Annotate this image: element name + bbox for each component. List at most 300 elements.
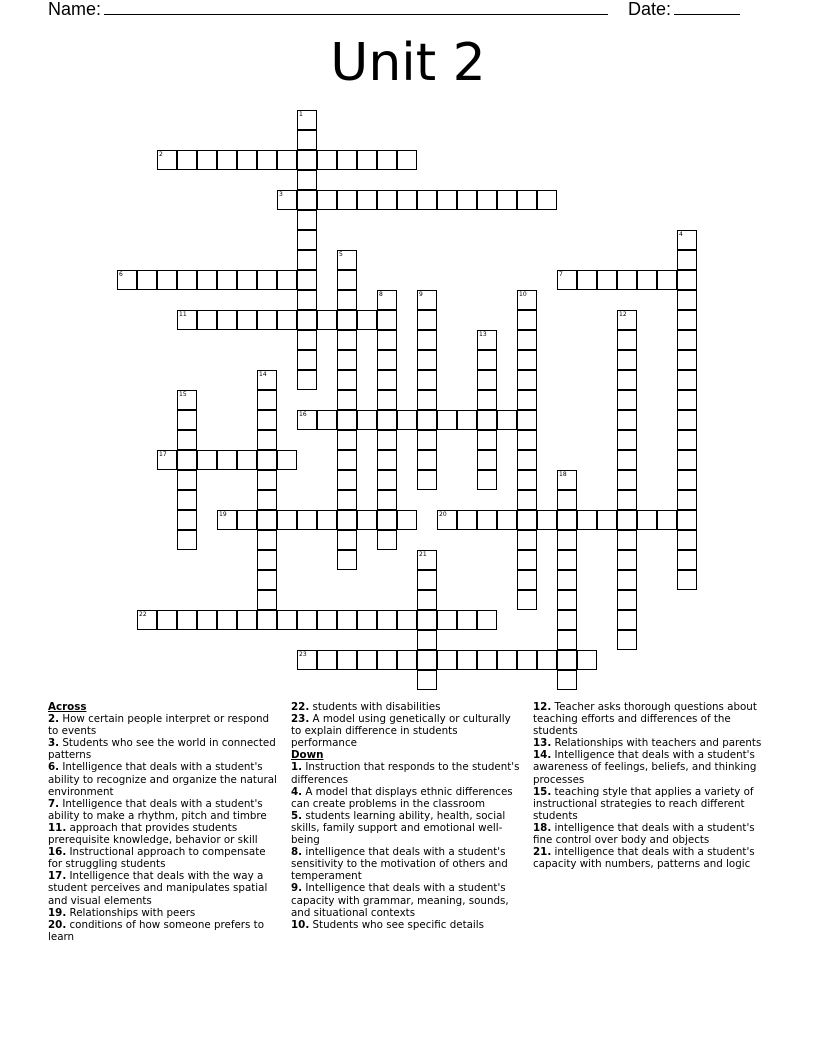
grid-cell[interactable] [557, 650, 577, 670]
grid-cell[interactable] [477, 330, 497, 350]
grid-cell[interactable] [357, 410, 377, 430]
grid-cell[interactable] [397, 150, 417, 170]
grid-cell[interactable] [397, 610, 417, 630]
grid-cell[interactable] [377, 190, 397, 210]
clue-text: Students who see the world in connected patterns [48, 737, 276, 762]
grid-cell[interactable] [677, 390, 697, 410]
grid-cell[interactable] [337, 410, 357, 430]
grid-cell[interactable] [557, 490, 577, 510]
grid-cell[interactable] [377, 410, 397, 430]
clue-down [533, 786, 769, 822]
grid-cell[interactable] [297, 290, 317, 310]
grid-cell[interactable] [417, 310, 437, 330]
grid-cell[interactable] [137, 610, 157, 630]
grid-cell[interactable] [217, 450, 237, 470]
grid-cell[interactable] [677, 510, 697, 530]
grid-cell[interactable] [457, 410, 477, 430]
clue-number: 16. [48, 846, 67, 859]
clue-text: intelligence that deals with a student's fine control over body and objects [533, 821, 755, 847]
grid-cell[interactable] [157, 450, 177, 470]
clue-text: How certain people interpret or respond to events [48, 713, 270, 738]
grid-cell[interactable] [557, 670, 577, 690]
grid-cell[interactable] [477, 650, 497, 670]
clue-text: Teacher asks thorough questions about teaching efforts and differences of the students [533, 701, 757, 738]
grid-cell[interactable] [417, 650, 437, 670]
grid-cell[interactable] [237, 610, 257, 630]
grid-cell[interactable] [297, 170, 317, 190]
clue-text: Intelligence that deals with a student's awareness of feelings, beliefs, and thinking processes [533, 749, 757, 786]
clues-column-3 [533, 701, 769, 870]
grid-cell[interactable] [257, 530, 277, 550]
grid-cell[interactable] [617, 550, 637, 570]
grid-cell[interactable] [677, 570, 697, 590]
grid-cell[interactable] [337, 550, 357, 570]
grid-cell[interactable] [117, 270, 137, 290]
grid-cell[interactable] [417, 410, 437, 430]
grid-cell[interactable] [317, 510, 337, 530]
grid-cell[interactable] [337, 390, 357, 410]
grid-cell[interactable] [477, 450, 497, 470]
grid-cell[interactable] [557, 570, 577, 590]
grid-cell[interactable] [337, 610, 357, 630]
grid-cell[interactable] [317, 410, 337, 430]
grid-cell[interactable] [257, 610, 277, 630]
grid-cell[interactable] [677, 330, 697, 350]
grid-cell[interactable] [397, 410, 417, 430]
grid-cell[interactable] [237, 450, 257, 470]
grid-cell[interactable] [497, 190, 517, 210]
grid-cell[interactable] [677, 430, 697, 450]
grid-cell[interactable] [477, 470, 497, 490]
clue-number: 20. [48, 918, 67, 931]
grid-cell[interactable] [577, 510, 597, 530]
grid-cell[interactable] [297, 250, 317, 270]
grid-cell[interactable] [517, 550, 537, 570]
clue-across [48, 919, 278, 943]
grid-cell[interactable] [357, 310, 377, 330]
clue-number: 13. [533, 737, 552, 750]
clue-number: 21. [533, 846, 552, 859]
grid-cell[interactable] [517, 650, 537, 670]
grid-cell[interactable] [477, 190, 497, 210]
grid-cell[interactable] [617, 450, 637, 470]
grid-cell[interactable] [257, 570, 277, 590]
grid-cell[interactable] [237, 310, 257, 330]
grid-cell[interactable] [557, 630, 577, 650]
grid-cell[interactable] [297, 410, 317, 430]
grid-cell[interactable] [417, 450, 437, 470]
grid-cell[interactable] [457, 510, 477, 530]
grid-cell[interactable] [277, 150, 297, 170]
grid-cell[interactable] [417, 590, 437, 610]
grid-cell[interactable] [377, 610, 397, 630]
grid-cell[interactable] [237, 270, 257, 290]
grid-cell[interactable] [677, 450, 697, 470]
grid-cell[interactable] [657, 270, 677, 290]
grid-cell[interactable] [297, 350, 317, 370]
grid-cell[interactable] [557, 530, 577, 550]
grid-cell[interactable] [257, 150, 277, 170]
grid-cell[interactable] [297, 230, 317, 250]
clue-text: intelligence that deals with a student's sensitivity to the motivation of others and temperament [291, 846, 508, 883]
date-label: Date: [628, 0, 672, 19]
grid-cell[interactable] [617, 350, 637, 370]
grid-cell[interactable] [177, 410, 197, 430]
grid-cell[interactable] [397, 510, 417, 530]
grid-cell[interactable] [677, 310, 697, 330]
grid-cell[interactable] [157, 150, 177, 170]
grid-cell[interactable] [617, 610, 637, 630]
clue-number-17: 17 [159, 451, 167, 458]
grid-cell[interactable] [457, 190, 477, 210]
grid-cell[interactable] [337, 310, 357, 330]
grid-cell[interactable] [257, 490, 277, 510]
clue-number: 1. [291, 761, 303, 774]
grid-cell[interactable] [597, 510, 617, 530]
clue-number: 12. [533, 701, 552, 713]
clue-down [533, 749, 769, 785]
grid-cell[interactable] [517, 590, 537, 610]
grid-cell[interactable] [297, 610, 317, 630]
grid-cell[interactable] [617, 370, 637, 390]
grid-cell[interactable] [277, 310, 297, 330]
grid-cell[interactable] [517, 390, 537, 410]
grid-cell[interactable] [337, 270, 357, 290]
grid-cell[interactable] [377, 290, 397, 310]
grid-cell[interactable] [497, 510, 517, 530]
grid-cell[interactable] [677, 230, 697, 250]
clue-text: A model that displays ethnic differences can create problems in the classroom [291, 785, 513, 810]
grid-cell[interactable] [417, 430, 437, 450]
grid-cell[interactable] [677, 250, 697, 270]
grid-cell[interactable] [257, 510, 277, 530]
grid-cell[interactable] [257, 370, 277, 390]
grid-cell[interactable] [537, 510, 557, 530]
grid-cell[interactable] [297, 130, 317, 150]
grid-cell[interactable] [217, 310, 237, 330]
clue-number: 2. [48, 713, 60, 726]
grid-cell[interactable] [637, 510, 657, 530]
grid-cell[interactable] [377, 370, 397, 390]
grid-cell[interactable] [677, 350, 697, 370]
grid-cell[interactable] [477, 430, 497, 450]
grid-cell[interactable] [677, 550, 697, 570]
grid-cell[interactable] [377, 650, 397, 670]
grid-cell[interactable] [417, 550, 437, 570]
grid-cell[interactable] [177, 450, 197, 470]
grid-cell[interactable] [177, 310, 197, 330]
grid-cell[interactable] [377, 350, 397, 370]
grid-cell[interactable] [337, 510, 357, 530]
grid-cell[interactable] [337, 350, 357, 370]
grid-cell[interactable] [457, 610, 477, 630]
grid-cell[interactable] [677, 490, 697, 510]
grid-cell[interactable] [657, 510, 677, 530]
grid-cell[interactable] [377, 450, 397, 470]
grid-cell[interactable] [517, 570, 537, 590]
grid-cell[interactable] [517, 410, 537, 430]
grid-cell[interactable] [457, 650, 477, 670]
grid-cell[interactable] [157, 270, 177, 290]
grid-cell[interactable] [377, 490, 397, 510]
grid-cell[interactable] [417, 290, 437, 310]
grid-cell[interactable] [257, 450, 277, 470]
grid-cell[interactable] [417, 630, 437, 650]
clue-number: 14. [533, 749, 552, 762]
grid-cell[interactable] [417, 390, 437, 410]
grid-cell[interactable] [437, 610, 457, 630]
grid-cell[interactable] [417, 350, 437, 370]
grid-cell[interactable] [377, 430, 397, 450]
grid-cell[interactable] [297, 510, 317, 530]
grid-cell[interactable] [337, 530, 357, 550]
grid-cell[interactable] [517, 310, 537, 330]
grid-cell[interactable] [197, 150, 217, 170]
grid-cell[interactable] [257, 310, 277, 330]
grid-cell[interactable] [437, 650, 457, 670]
grid-cell[interactable] [677, 470, 697, 490]
grid-cell[interactable] [617, 530, 637, 550]
grid-cell[interactable] [177, 430, 197, 450]
grid-cell[interactable] [637, 270, 657, 290]
grid-cell[interactable] [377, 310, 397, 330]
grid-cell[interactable] [677, 270, 697, 290]
grid-cell[interactable] [277, 450, 297, 470]
grid-cell[interactable] [217, 270, 237, 290]
clue-down [291, 786, 523, 810]
grid-cell[interactable] [337, 370, 357, 390]
grid-cell[interactable] [557, 510, 577, 530]
grid-cell[interactable] [277, 610, 297, 630]
grid-cell[interactable] [157, 610, 177, 630]
grid-cell[interactable] [277, 190, 297, 210]
grid-cell[interactable] [297, 210, 317, 230]
grid-cell[interactable] [297, 370, 317, 390]
grid-cell[interactable] [177, 610, 197, 630]
grid-cell[interactable] [477, 510, 497, 530]
grid-cell[interactable] [197, 610, 217, 630]
grid-cell[interactable] [237, 150, 257, 170]
grid-cell[interactable] [557, 550, 577, 570]
grid-cell[interactable] [517, 290, 537, 310]
grid-cell[interactable] [357, 150, 377, 170]
grid-cell[interactable] [297, 190, 317, 210]
grid-cell[interactable] [217, 150, 237, 170]
grid-cell[interactable] [257, 410, 277, 430]
grid-cell[interactable] [617, 410, 637, 430]
grid-cell[interactable] [537, 190, 557, 210]
grid-cell[interactable] [437, 410, 457, 430]
grid-cell[interactable] [617, 510, 637, 530]
grid-cell[interactable] [317, 190, 337, 210]
grid-cell[interactable] [377, 510, 397, 530]
clue-across [48, 846, 278, 870]
grid-cell[interactable] [297, 270, 317, 290]
clue-number: 4. [291, 785, 303, 798]
grid-cell[interactable] [337, 250, 357, 270]
grid-cell[interactable] [257, 270, 277, 290]
grid-cell[interactable] [317, 650, 337, 670]
grid-cell[interactable] [597, 270, 617, 290]
grid-cell[interactable] [417, 670, 437, 690]
grid-cell[interactable] [177, 530, 197, 550]
clue-text: Students who see specific details [309, 918, 485, 931]
grid-cell[interactable] [617, 330, 637, 350]
grid-cell[interactable] [557, 470, 577, 490]
grid-cell[interactable] [257, 550, 277, 570]
grid-cell[interactable] [517, 490, 537, 510]
clue-text: A model using genetically or culturally to explain difference in students performance [291, 713, 511, 750]
grid-cell[interactable] [417, 370, 437, 390]
grid-cell[interactable] [317, 310, 337, 330]
grid-cell[interactable] [377, 470, 397, 490]
grid-cell[interactable] [437, 510, 457, 530]
grid-cell[interactable] [257, 390, 277, 410]
grid-cell[interactable] [177, 510, 197, 530]
grid-cell[interactable] [497, 650, 517, 670]
grid-cell[interactable] [337, 490, 357, 510]
grid-cell[interactable] [477, 350, 497, 370]
grid-cell[interactable] [617, 390, 637, 410]
grid-cell[interactable] [217, 610, 237, 630]
grid-cell[interactable] [197, 450, 217, 470]
grid-cell[interactable] [517, 450, 537, 470]
grid-cell[interactable] [557, 590, 577, 610]
grid-cell[interactable] [357, 610, 377, 630]
grid-cell[interactable] [317, 150, 337, 170]
grid-cell[interactable] [557, 270, 577, 290]
grid-cell[interactable] [617, 590, 637, 610]
grid-cell[interactable] [357, 650, 377, 670]
grid-cell[interactable] [337, 290, 357, 310]
grid-cell[interactable] [377, 390, 397, 410]
grid-cell[interactable] [297, 330, 317, 350]
grid-cell[interactable] [297, 110, 317, 130]
grid-cell[interactable] [537, 650, 557, 670]
grid-cell[interactable] [677, 290, 697, 310]
clue-down [291, 846, 523, 882]
grid-cell[interactable] [377, 150, 397, 170]
grid-cell[interactable] [177, 470, 197, 490]
clue-across [48, 713, 278, 737]
clue-number: 7. [48, 797, 60, 810]
grid-cell[interactable] [517, 330, 537, 350]
clue-number-23: 23 [299, 651, 307, 658]
grid-cell[interactable] [317, 610, 337, 630]
grid-cell[interactable] [417, 570, 437, 590]
grid-cell[interactable] [337, 470, 357, 490]
grid-cell[interactable] [177, 270, 197, 290]
grid-cell[interactable] [417, 470, 437, 490]
grid-cell[interactable] [377, 330, 397, 350]
grid-cell[interactable] [417, 190, 437, 210]
grid-cell[interactable] [517, 470, 537, 490]
grid-cell[interactable] [357, 190, 377, 210]
grid-cell[interactable] [677, 410, 697, 430]
grid-cell[interactable] [437, 190, 457, 210]
grid-cell[interactable] [337, 150, 357, 170]
grid-cell[interactable] [677, 530, 697, 550]
grid-cell[interactable] [417, 330, 437, 350]
grid-cell[interactable] [257, 590, 277, 610]
grid-cell[interactable] [257, 470, 277, 490]
grid-cell[interactable] [337, 650, 357, 670]
grid-cell[interactable] [257, 430, 277, 450]
grid-cell[interactable] [617, 270, 637, 290]
grid-cell[interactable] [617, 490, 637, 510]
clue-number: 3. [48, 737, 60, 750]
clue-number: 17. [48, 870, 67, 883]
grid-cell[interactable] [617, 310, 637, 330]
grid-cell[interactable] [477, 370, 497, 390]
grid-cell[interactable] [337, 190, 357, 210]
clue-number-3: 3 [279, 191, 283, 198]
grid-cell[interactable] [237, 510, 257, 530]
grid-cell[interactable] [217, 510, 237, 530]
grid-cell[interactable] [197, 310, 217, 330]
grid-cell[interactable] [517, 190, 537, 210]
grid-cell[interactable] [277, 270, 297, 290]
grid-cell[interactable] [517, 350, 537, 370]
clue-number-11: 11 [179, 311, 187, 318]
grid-cell[interactable] [677, 370, 697, 390]
grid-cell[interactable] [617, 470, 637, 490]
grid-cell[interactable] [137, 270, 157, 290]
clue-down [533, 737, 769, 749]
clue-number-4: 4 [679, 231, 683, 238]
grid-cell[interactable] [337, 430, 357, 450]
grid-cell[interactable] [497, 410, 517, 430]
grid-cell[interactable] [617, 570, 637, 590]
clue-number: 22. [291, 701, 310, 713]
grid-cell[interactable] [517, 430, 537, 450]
grid-cell[interactable] [177, 390, 197, 410]
clue-across [48, 822, 278, 846]
grid-cell[interactable] [477, 390, 497, 410]
grid-cell[interactable] [337, 450, 357, 470]
grid-cell[interactable] [517, 530, 537, 550]
grid-cell[interactable] [197, 270, 217, 290]
grid-cell[interactable] [177, 490, 197, 510]
grid-cell[interactable] [377, 530, 397, 550]
grid-cell[interactable] [577, 650, 597, 670]
grid-cell[interactable] [417, 610, 437, 630]
grid-cell[interactable] [297, 650, 317, 670]
grid-cell[interactable] [517, 510, 537, 530]
grid-cell[interactable] [617, 430, 637, 450]
clue-number: 9. [291, 882, 303, 895]
grid-cell[interactable] [357, 510, 377, 530]
grid-cell[interactable] [297, 310, 317, 330]
down-heading: Down [291, 749, 324, 762]
clue-number: 19. [48, 906, 67, 919]
clue-number: 10. [291, 918, 310, 931]
clue-text: Instruction that responds to the student's differences [291, 761, 520, 786]
grid-cell[interactable] [277, 510, 297, 530]
grid-cell[interactable] [477, 410, 497, 430]
clue-text: approach that provides students prerequisite knowledge, behavior or skill [48, 821, 258, 847]
grid-cell[interactable] [297, 150, 317, 170]
grid-cell[interactable] [617, 630, 637, 650]
grid-cell[interactable] [337, 330, 357, 350]
grid-cell[interactable] [397, 190, 417, 210]
grid-cell[interactable] [397, 650, 417, 670]
grid-cell[interactable] [557, 610, 577, 630]
grid-cell[interactable] [517, 370, 537, 390]
grid-cell[interactable] [177, 150, 197, 170]
grid-cell[interactable] [577, 270, 597, 290]
grid-cell[interactable] [477, 610, 497, 630]
